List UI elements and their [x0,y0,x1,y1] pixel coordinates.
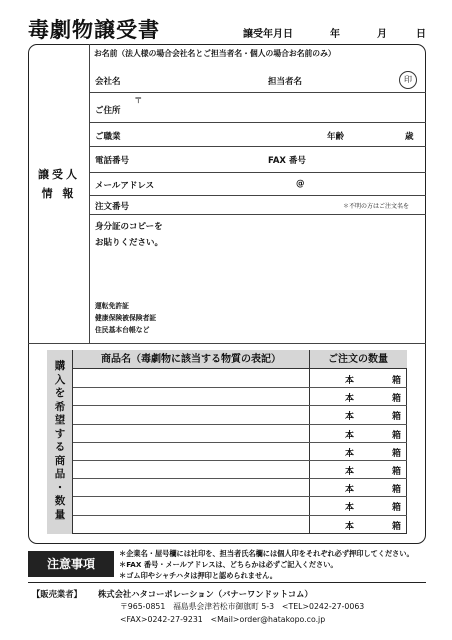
table-row-divider [73,478,407,479]
document-title: 毒劇物譲受書 [28,18,160,42]
unit-boxes: 箱 [392,376,402,386]
unit-bottles: 本 [345,467,355,477]
phone-label: 電話番号 [95,156,130,166]
order-number-label: 注文番号 [95,202,130,212]
unit-bottles: 本 [345,485,355,496]
unit-boxes: 箱 [392,412,402,423]
table-row-divider [73,442,407,443]
id-example-3: 住民基本台帳など [95,326,150,334]
unit-bottles: 本 [345,521,355,532]
id-example-1: 運転免許証 [95,302,129,310]
unit-bottles: 本 [345,376,355,386]
goods-side-char: 品 [54,468,66,480]
table-row-divider [73,405,407,406]
table-row-divider [73,515,407,516]
unit-bottles: 本 [345,430,355,441]
seller-address: 〒965-0851 福島県会津若松市御旗町 5-3 <TEL>0242-27-0063 [120,602,365,611]
unit-bottles: 本 [345,394,355,405]
at-sign: @ [296,179,305,189]
day-label: 日 [416,29,426,40]
company-label: 会社名 [95,77,121,87]
recipient-side-label-2: 情 報 [41,187,77,200]
age-unit: 歳 [405,132,414,142]
order-note: ＊不明の方はご注文名を [343,203,410,210]
divider [90,92,426,93]
age-label: 年齢 [327,132,345,142]
goods-side-char: ・ [54,481,66,494]
goods-side-char: を [54,387,66,399]
id-example-2: 健康保険被保険者証 [95,314,157,322]
product-column-header: 商品名（毒劇物に該当する物質の表記） [73,350,309,369]
unit-boxes: 箱 [392,467,402,477]
unit-boxes: 箱 [392,430,402,441]
divider [28,343,426,344]
unit-boxes: 箱 [392,394,402,405]
unit-bottles: 本 [345,448,355,459]
unit-bottles: 本 [345,412,355,423]
table-row-divider [73,496,407,497]
quantity-column-header: ご注文の数量 [309,350,407,369]
goods-side-label [47,360,73,522]
table-row-divider [73,424,407,425]
email-label: メールアドレス [95,181,155,191]
seller-contact: <FAX>0242-27-9231 <Mail>order@hatakopo.co.jp [120,615,326,624]
recipient-side-label-1: 譲受人 [38,168,80,181]
goods-side-char: 商 [54,454,66,467]
divider [90,146,426,147]
goods-side-char: 望 [54,414,66,426]
unit-boxes: 箱 [392,448,402,459]
name-header: お名前（法人様の場合会社名とご担当者名・個人の場合お名前のみ） [94,49,336,58]
divider [90,122,426,123]
address-label: ご住所 [95,106,121,116]
table-row-divider [73,460,407,461]
notice-item-2: ＊FAX 番号・メールアドレスは、どちらかは必ずご記入ください。 [119,560,338,569]
goods-side-char: 入 [54,373,66,386]
goods-side-char: 量 [54,508,66,521]
postal-mark: 〒 [134,96,143,106]
divider [90,172,426,173]
divider [28,582,426,583]
fax-label: FAX 番号 [268,156,306,166]
unit-boxes: 箱 [392,503,402,514]
goods-side-char: 数 [54,495,66,507]
seller-name: 株式会社ハタコーポレーション（バナーワンドットコム） [98,589,313,599]
stamp-mark: 印 [399,71,417,89]
notice-item-3: ＊ゴム印やシャチハタは押印と認められません。 [119,571,277,580]
date-label: 譲受年月日 [243,29,293,40]
occupation-label: ご職業 [95,132,121,142]
id-copy-line1: 身分証のコピーを [95,222,163,232]
year-label: 年 [330,29,340,40]
table-row-divider [73,387,407,388]
divider [90,214,426,215]
goods-side-char: す [54,427,66,440]
unit-boxes: 箱 [392,521,402,532]
notice-item-1: ＊企業名・屋号欄には社印を、担当者氏名欄には個人印をそれぞれ必ず押印してください。 [119,549,414,558]
contact-label: 担当者名 [268,77,303,87]
id-copy-line2: お貼りください。 [95,238,164,248]
divider [90,195,426,196]
goods-side-char: 購 [54,360,66,372]
goods-side-char: 希 [54,400,66,413]
month-label: 月 [377,29,387,40]
goods-side-char: る [54,441,66,453]
unit-bottles: 本 [345,503,355,514]
seller-label: 【販売業者】 [32,589,82,599]
unit-boxes: 箱 [392,485,402,496]
notice-label: 注意事項 [28,551,114,577]
